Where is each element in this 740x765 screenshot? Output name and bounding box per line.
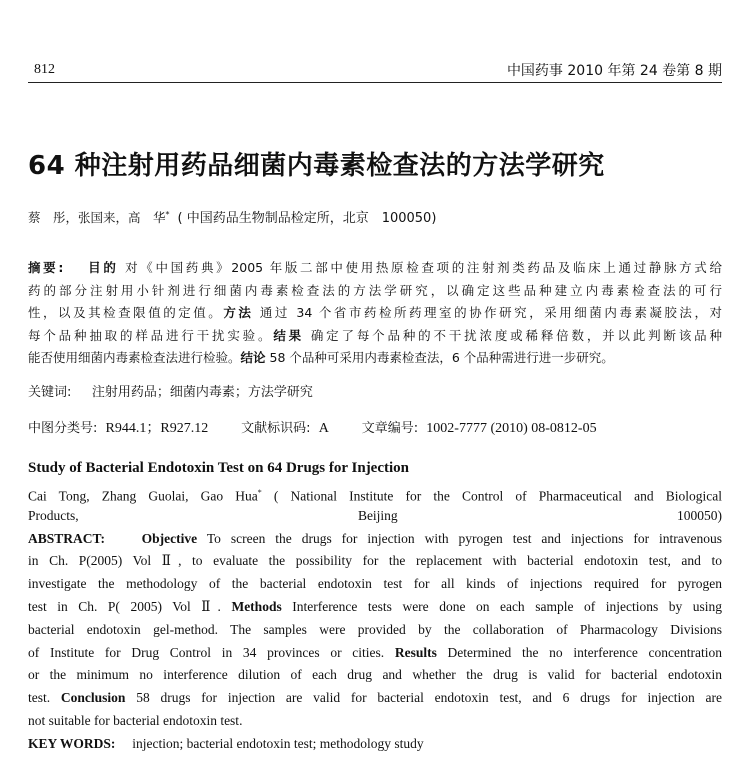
section-label: 方法 [223,305,254,320]
journal-issue: 中国药事 2010 年第 24 卷第 8 期 [506,63,722,79]
affiliation: ( 中国药品生物制品检定所，北京 100050) [177,211,437,226]
text-segment: test. [28,690,61,706]
keywords-en-value: injection; bacterial endotoxin test; methodology study [132,736,424,751]
text-segment: 每个品种抽取的样品进行干扰实验。 [28,327,274,343]
text-segment: test in Ch. P( 2005) Vol Ⅱ. [28,599,232,614]
english-title: Study of Bacterial Endotoxin Test on 64 Drugs for Injection [28,460,410,476]
text-segment: Interference tests were done on each sample of injections by using [281,599,722,614]
section-label: Methods [231,599,282,614]
section-label: 结论 [240,350,266,365]
text-line [28,597,722,617]
text-segment: or the minimum no interference dilution of each drug and whether the drug is valid for bacterial endotoxin [28,667,722,683]
section-label: Objective [141,530,198,546]
text-segment: 通过 34 个省市药检所药理室的协作研究，采用细菌内毒素凝胶法，对 [253,305,722,320]
keywords-value: 注射用药品；细菌内毒素；方法学研究 [91,385,313,400]
text-segment: ( National Institute for the Control of Pharmaceutical and Biological [261,488,722,504]
text-segment: * [257,488,262,497]
text-line [28,551,722,571]
doc-code-label: 文献标识码: [241,421,311,436]
keywords-en-label: KEY WORDS: [28,736,116,751]
text-line [28,506,722,526]
text-line [28,303,722,323]
doc-code-value: A [318,421,329,436]
text-segment: 58 个品种可采用内毒素检查法，6 个品种需进行进一步研究。 [265,350,614,365]
text-segment: in Ch. P(2005) Vol Ⅱ, to evaluate the possibility for the replacement with bacterial endotoxin test, and to [28,553,722,569]
text-line [28,258,722,278]
author-names: 蔡 彤，张国来，高 华 [28,210,166,225]
keywords-english [28,734,722,754]
keywords-label: 关键词: [28,385,72,400]
running-header [28,60,722,83]
article-number-label: 文章编号: [361,421,419,436]
text-segment: bacterial endotoxin gel-method. The samples were provided by the collaboration of Pharmacology Divisions [28,621,722,637]
corresponding-mark: * [165,209,170,219]
text-line [28,529,722,549]
text-segment: investigate the methodology of the bacterial endotoxin test for all kinds of injections required for pyrogen [28,576,722,592]
text-line [28,326,722,346]
clc-value: R944.1；R927.12 [105,421,209,436]
text-segment: Products, Beijing 100050) [28,507,722,523]
article-number-value: 1002-7777 (2010) 08-0812-05 [426,421,597,436]
authors-line [28,207,436,226]
text-line [28,348,722,368]
text-segment: 58 drugs for injection are valid for bacterial endotoxin test, and 6 drugs for injection are [125,690,722,706]
text-segment: Cai Tong, Zhang Guolai, Gao Hua [28,488,258,504]
section-label: Conclusion [60,690,126,706]
text-segment: 确定了每个品种的不干扰浓度或稀释倍数，并以此判断该品种 [304,327,722,343]
text-line [28,620,722,640]
section-label: 目的 [88,260,119,275]
classification-line [28,417,601,437]
text-segment: of Institute for Drug Control in 34 provinces or cities. [28,644,395,660]
section-label: 结果 [273,327,305,343]
text-segment: 能否使用细菌内毒素检查法进行检验。 [28,350,241,365]
clc-label: 中图分类号: [28,421,98,436]
text-line [28,665,722,685]
page-number: 812 [34,62,55,77]
section-label: ABSTRACT: [28,530,142,546]
text-segment: not suitable for bacterial endotoxin test. [28,713,243,728]
text-segment: Determined the no interference concentration [436,644,722,660]
text-line [28,574,722,594]
text-segment: 药的部分注射用小针剂进行细菌内毒素检查法的方法学研究，以确定这些品种建立内毒素检查法的可行 [28,282,722,298]
text-segment: 性，以及其检查限值的定值。 [28,305,224,320]
text-line [28,711,722,731]
text-line [28,643,722,663]
text-line [28,281,722,301]
text-line [28,688,722,708]
section-label: 摘要: [28,260,89,275]
article-title: 64 种注射用药品细菌内毒素检查法的方法学研究 [28,151,605,181]
section-label: Results [394,644,437,660]
text-segment: 对《中国药典》2005 年版二部中使用热原检查项的注射剂类药品及临床上通过静脉方式给 [118,260,722,275]
text-line [28,483,722,503]
keywords-chinese [28,381,317,400]
text-segment: To screen the drugs for injection with pyrogen test and injections for intravenous [197,530,723,546]
